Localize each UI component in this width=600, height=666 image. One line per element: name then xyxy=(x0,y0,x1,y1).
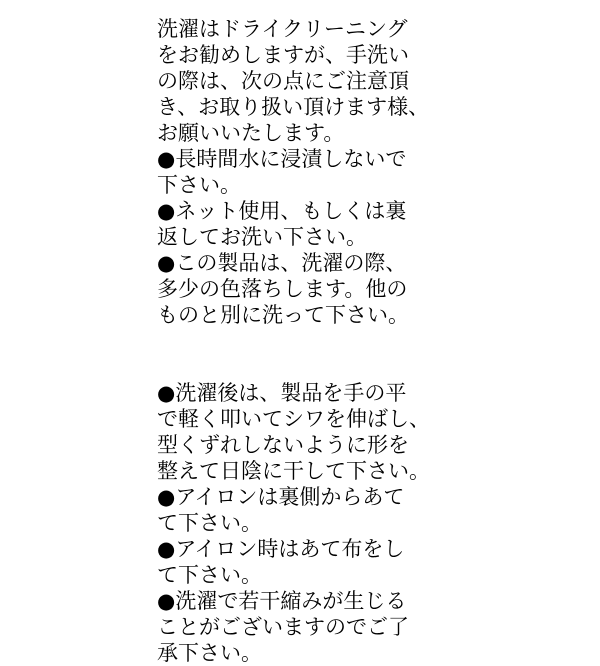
text-line: 整えて日陰に干して下さい。 xyxy=(157,459,430,483)
text-line: 返してお洗い下さい。 xyxy=(157,225,367,249)
text-line: ●長時間水に浸漬しないで xyxy=(157,147,407,171)
text-line: の際は、次の点にご注意頂 xyxy=(157,69,409,93)
text-line: 多少の色落ちします。他の xyxy=(157,277,408,301)
text-line: き、お取り扱い頂けます様、 xyxy=(157,95,430,119)
text-line: て下さい。 xyxy=(157,511,262,535)
text-line: をお勧めしますが、手洗い xyxy=(157,43,409,67)
text-line: 承下さい。 xyxy=(157,641,262,665)
text-line: ●この製品は、洗濯の際、 xyxy=(157,251,407,275)
text-line: ●アイロンは裏側からあて xyxy=(157,485,405,509)
text-line: ●アイロン時はあて布をし xyxy=(157,537,405,561)
text-line: で軽く叩いてシワを伸ばし、 xyxy=(157,407,430,431)
text-line: ●ネット使用、もしくは裏 xyxy=(157,199,407,223)
text-line: お願いいたします。 xyxy=(157,121,345,145)
text-line: 下さい。 xyxy=(157,173,241,197)
text-line: ●洗濯後は、製品を手の平 xyxy=(157,381,407,405)
text-line: ●洗濯で若干縮みが生じる xyxy=(157,589,407,613)
text-line: ものと別に洗って下さい。 xyxy=(157,303,409,327)
text-line: 型くずれしないように形を xyxy=(157,433,409,457)
text-line: 洗濯はドライクリーニング xyxy=(157,17,408,41)
text-line: て下さい。 xyxy=(157,563,262,587)
text-line: ことがございますのでご了 xyxy=(157,615,409,639)
